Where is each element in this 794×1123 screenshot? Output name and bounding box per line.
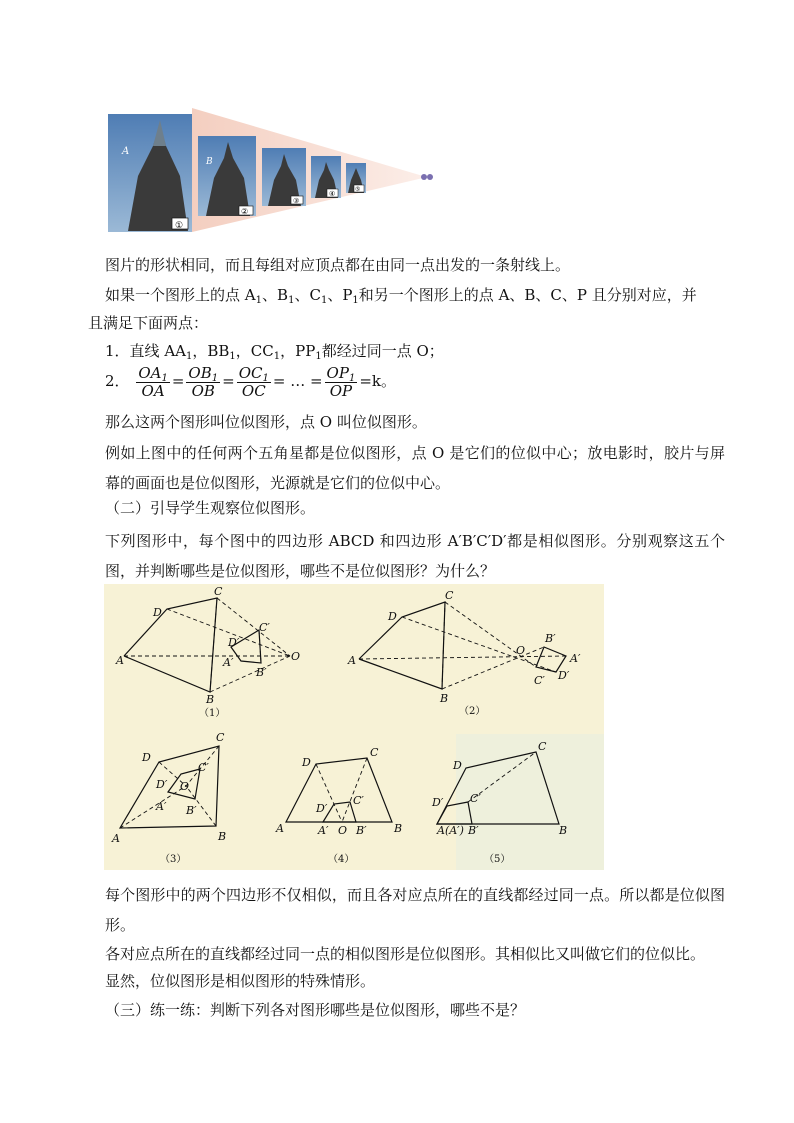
fig4-label-cp: C′ — [353, 794, 364, 807]
fig4-label-b: B — [394, 822, 403, 835]
paragraph-ratio-definition: 各对应点所在的直线都经过同一点的相似图形是位似图形。其相似比又叫做它们的位似比。 — [105, 945, 706, 963]
fig4-caption: （4） — [328, 854, 355, 865]
section-heading-3: （三）练一练：判断下列各对图形哪些是位似图形，哪些不是？ — [105, 1001, 526, 1019]
fig4-label-dp: D′ — [316, 802, 328, 815]
fig5-caption: （5） — [484, 854, 511, 865]
photo-num-3: ③ — [293, 197, 300, 205]
fig1-label-dp: D′ — [228, 636, 240, 649]
fig2-label-c: C — [445, 589, 454, 602]
fig4-label-d: D — [302, 756, 311, 769]
condition-item-1: 1．直线 $AA_1$，$BB_1$，$CC_1$，$PP_1$都经过同一点 O； — [105, 342, 444, 362]
similar-figures-panel — [104, 584, 604, 870]
fig5-label-cp: C′ — [470, 792, 481, 805]
fig5-label-d: D — [453, 759, 462, 772]
paragraph-definition-conclusion: 那么这两个图形叫位似图形，点 O 叫位似图形。 — [105, 413, 427, 431]
photo-num-4: ④ — [329, 190, 336, 198]
light-source-icon — [421, 174, 433, 180]
fig3-label-ap: A′ — [156, 800, 167, 813]
fig5-label-dp: D′ — [432, 796, 444, 809]
fig3-caption: （3） — [160, 854, 187, 865]
fig1-label-b: B — [206, 693, 215, 706]
fig3-label-d: D — [142, 751, 151, 764]
fig2-caption: （2） — [459, 706, 486, 717]
fig3-label-bp: B′ — [186, 804, 197, 817]
fig4-label-bp: B′ — [356, 824, 367, 837]
photo-num-1: ① — [175, 221, 184, 231]
fig1-label-ap: A′ — [223, 656, 234, 669]
fig2-label-b: B — [440, 692, 449, 705]
fig5-label-aap: A(A′) — [437, 824, 464, 837]
paragraph-definition-line2: 且满足下面两点： — [88, 314, 209, 332]
fig1-caption: （1） — [199, 708, 226, 719]
fig1-label-cp: C′ — [259, 621, 270, 634]
photo-frame-2 — [198, 136, 256, 216]
fig4-label-a: A — [276, 822, 284, 835]
photo-frame-3 — [262, 148, 306, 206]
fig4-label-o: O — [338, 824, 348, 837]
photo-frame-4 — [311, 156, 341, 198]
photo-num-5: ⑤ — [355, 186, 361, 193]
paragraph-answer: 每个图形中的两个四边形不仅相似，而且各对应点所在的直线都经过同一点。所以都是位似图形。 — [105, 886, 725, 934]
fig4-label-ap: A′ — [318, 824, 329, 837]
fig3-label-c: C — [216, 731, 225, 744]
paragraph-example: 例如上图中的任何两个五角星都是位似图形，点 O 是它们的位似中心；放电影时，胶片与屏幕的画面也是位似图形，光源就是它们的位似中心。 — [105, 444, 725, 492]
section-heading-2: （二）引导学生观察位似图形。 — [105, 499, 316, 517]
fig3-label-a: A — [112, 832, 120, 845]
homothety-photo-strip — [108, 106, 443, 234]
photo-frame-1 — [108, 114, 192, 232]
fig2-label-a: A — [348, 654, 356, 667]
fig1-label-bp: B′ — [256, 666, 267, 679]
paragraph-special-case: 显然，位似图形是相似图形的特殊情形。 — [105, 972, 376, 990]
paragraph-definition-line1: 如果一个图形上的点 $A_1$、$B_1$、$C_1$、$P_1$和另一个图形上的点 A、B、C、P 且分别对应，并 — [105, 286, 697, 306]
fig2-label-d: D — [388, 610, 397, 623]
fig2-label-ap: A′ — [570, 652, 581, 665]
fig2-label-bp: B′ — [545, 632, 556, 645]
fig5-label-c: C — [538, 740, 547, 753]
fig1-label-d: D — [153, 606, 162, 619]
condition-item-2: 2． $\frac{OA_1}{OA}$ = $\frac{OB_1}{OB}$ = $\frac{OC_1}{OC}$ = … = $\frac{OP_1}{OP}$ =k。 — [105, 363, 396, 400]
fig3-label-b: B — [218, 830, 227, 843]
photo-label-b: B — [206, 157, 213, 167]
fig1-label-a: A — [116, 654, 124, 667]
photo-num-2: ② — [241, 207, 249, 216]
photo-label-a: A — [122, 146, 130, 157]
fig3-label-dp: D′ — [156, 778, 168, 791]
paragraph-shape-same: 图片的形状相同，而且每组对应顶点都在由同一点出发的一条射线上。 — [105, 256, 571, 274]
fig5-label-b: B — [559, 824, 568, 837]
fig2-label-cp: C′ — [534, 674, 545, 687]
fig3-label-o: O — [180, 780, 190, 793]
fig3-label-cp: C′ — [198, 761, 209, 774]
fig1-label-c: C — [214, 585, 223, 598]
fig5-label-bp: B′ — [468, 824, 479, 837]
paragraph-question: 下列图形中，每个图中的四边形 ABCD 和四边形 A′B′C′D′都是相似图形。分别观察这五个图，并判断哪些是位似图形，哪些不是位似图形？为什么？ — [105, 532, 725, 580]
fig4-label-c: C — [370, 746, 379, 759]
fig2-label-o: O — [516, 644, 526, 657]
fig2-label-dp: D′ — [558, 669, 570, 682]
fig1-label-o: O — [291, 650, 301, 663]
